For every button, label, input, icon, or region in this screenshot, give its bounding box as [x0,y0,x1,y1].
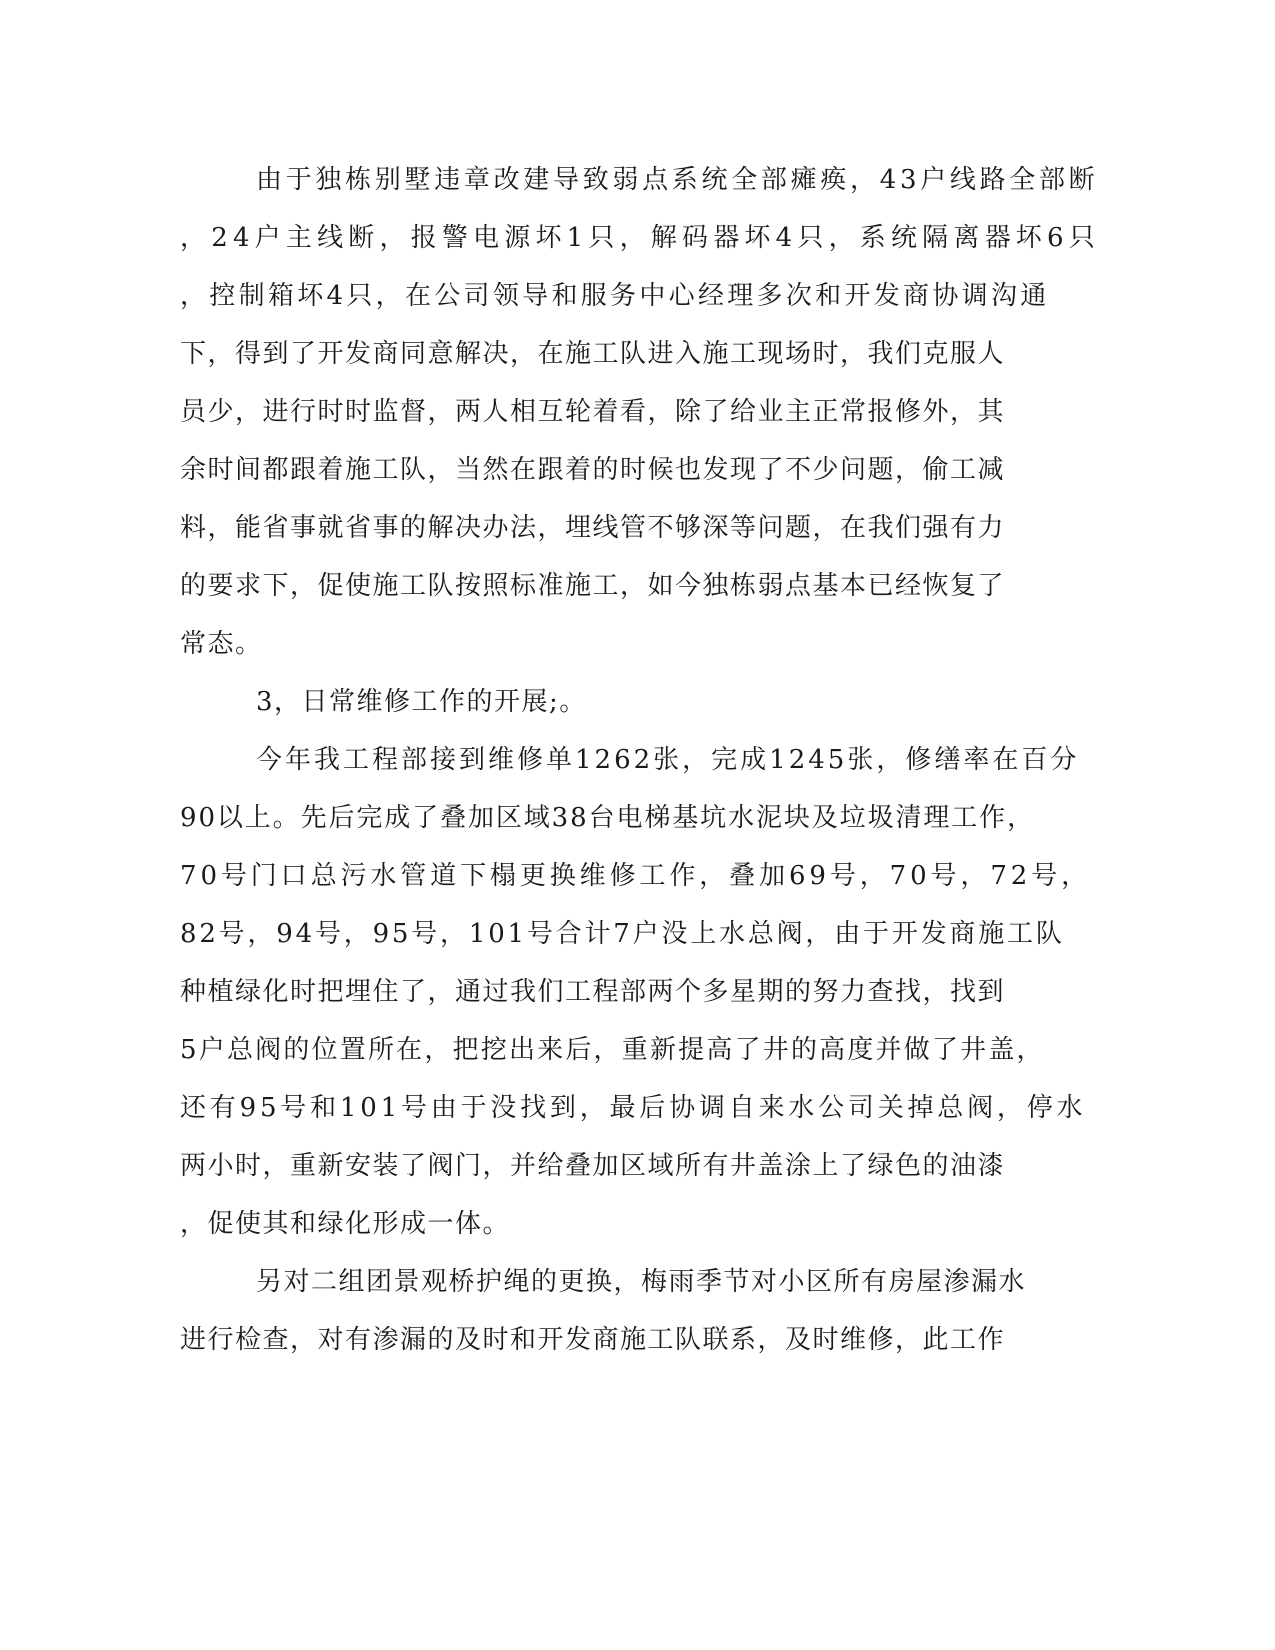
text-line: 70号门口总污水管道下榻更换维修工作，叠加69号，70号，72号， [180,861,1092,891]
text-line: 还有95号和101号由于没找到，最后协调自来水公司关掉总阀，停水 [180,1093,1087,1123]
text-line: 种植绿化时把埋住了，通过我们工程部两个多星期的努力查找，找到 [180,977,1006,1007]
text-line: 进行检查，对有渗漏的及时和开发商施工队联系，及时维修，此工作 [180,1325,1006,1355]
text-line: ，促使其和绿化形成一体。 [180,1209,511,1239]
text-line: 另对二组团景观桥护绳的更换，梅雨季节对小区所有房屋渗漏水 [256,1267,1027,1297]
text-line: 今年我工程部接到维修单1262张，完成1245张，修缮率在百分 [256,745,1080,775]
text-line: 下，得到了开发商同意解决，在施工队进入施工现场时，我们克服人 [180,339,1006,369]
text-line: 的要求下，促使施工队按照标准施工，如今独栋弱点基本已经恢复了 [180,571,1006,601]
text-line: ，控制箱坏4只，在公司领导和服务中心经理多次和开发商协调沟通 [180,281,1050,311]
text-line: 90以上。先后完成了叠加区域38台电梯基坑水泥块及垃圾清理工作， [180,803,1035,833]
text-line: 余时间都跟着施工队，当然在跟着的时候也发现了不少问题，偷工减 [180,455,1006,485]
section-heading: 3，日常维修工作的开展;。 [256,687,587,717]
text-line: 由于独栋别墅违章改建导致弱点系统全部瘫痪，43户线路全部断 [256,165,1099,195]
text-line: 常态。 [180,629,263,659]
text-line: 82号，94号，95号，101号合计7户没上水总阀，由于开发商施工队 [180,919,1065,949]
text-line: 两小时，重新安装了阀门，并给叠加区域所有井盖涂上了绿色的油漆 [180,1151,1006,1181]
text-line: 5户总阀的位置所在，把挖出来后，重新提高了井的高度并做了井盖， [180,1035,1045,1065]
text-line: 员少，进行时时监督，两人相互轮着看，除了给业主正常报修外，其 [180,397,1006,427]
text-line: ，24户主线断，报警电源坏1只，解码器坏4只，系统隔离器坏6只 [180,223,1100,253]
text-line: 料，能省事就省事的解决办法，埋线管不够深等问题，在我们强有力 [180,513,1006,543]
